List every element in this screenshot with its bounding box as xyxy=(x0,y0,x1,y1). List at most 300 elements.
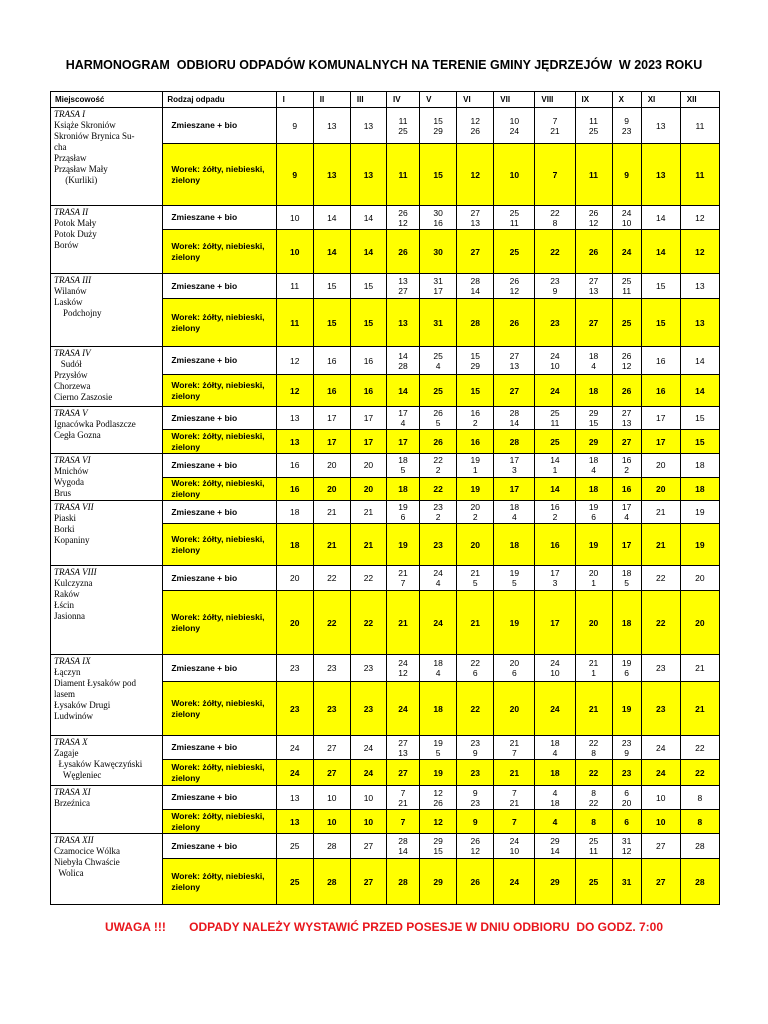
pickup-day-cell: 20 xyxy=(276,591,313,655)
pickup-day-cell: 9 xyxy=(276,108,313,144)
month-header: I xyxy=(276,92,313,108)
pickup-day-cell: 17 4 xyxy=(612,501,641,524)
pickup-day-cell: 31 12 xyxy=(612,834,641,859)
pickup-day-cell: 19 xyxy=(386,524,419,566)
pickup-day-cell: 7 xyxy=(535,144,575,206)
pickup-day-cell: 30 xyxy=(420,230,457,274)
pickup-day-cell: 18 xyxy=(420,682,457,736)
place-name: Cegła Gozna xyxy=(54,430,101,440)
pickup-day-cell: 21 xyxy=(575,682,612,736)
pickup-day-cell: 28 xyxy=(386,859,419,905)
pickup-day-cell: 21 xyxy=(350,501,386,524)
pickup-day-cell: 22 xyxy=(457,682,494,736)
pickup-day-cell: 13 xyxy=(386,299,419,347)
pickup-day-cell: 28 xyxy=(313,834,350,859)
place-name: Podchojny xyxy=(54,308,102,318)
waste-type-cell: Worek: żółty, niebieski, zielony xyxy=(163,299,276,347)
place-name: Kopaniny xyxy=(54,535,90,545)
pickup-day-cell: 16 xyxy=(276,454,313,478)
pickup-day-cell: 7 xyxy=(494,810,535,834)
pickup-day-cell: 27 xyxy=(313,736,350,760)
route-name: TRASA II xyxy=(54,207,89,217)
route-cell xyxy=(51,407,163,454)
waste-type-cell: Worek: żółty, niebieski, zielony xyxy=(163,144,276,206)
pickup-day-cell: 25 xyxy=(276,859,313,905)
place-name: Kulczyzna xyxy=(54,578,93,588)
pickup-day-cell: 21 xyxy=(680,682,719,736)
pickup-day-cell: 26 xyxy=(575,230,612,274)
month-header: IX xyxy=(575,92,612,108)
pickup-day-cell: 23 xyxy=(457,760,494,786)
pickup-day-cell: 17 3 xyxy=(494,454,535,478)
pickup-day-cell: 15 xyxy=(313,274,350,299)
mixed-waste-row xyxy=(51,108,720,144)
pickup-day-cell: 19 6 xyxy=(575,501,612,524)
month-header: X xyxy=(612,92,641,108)
place-name: Węgleniec xyxy=(54,770,102,780)
pickup-day-cell: 12 xyxy=(457,144,494,206)
pickup-day-cell: 13 27 xyxy=(386,274,419,299)
pickup-day-cell: 10 xyxy=(276,206,313,230)
pickup-day-cell: 25 xyxy=(575,859,612,905)
pickup-day-cell: 21 xyxy=(350,524,386,566)
pickup-day-cell: 10 xyxy=(276,230,313,274)
place-name: Łścin xyxy=(54,600,74,610)
pickup-day-cell: 13 xyxy=(276,786,313,810)
pickup-day-cell: 20 xyxy=(641,454,680,478)
pickup-day-cell: 24 xyxy=(494,859,535,905)
pickup-day-cell: 23 xyxy=(276,682,313,736)
pickup-day-cell: 21 xyxy=(313,524,350,566)
pickup-day-cell: 19 xyxy=(420,760,457,786)
pickup-day-cell: 14 xyxy=(641,206,680,230)
pickup-day-cell: 20 xyxy=(680,591,719,655)
pickup-day-cell: 12 xyxy=(420,810,457,834)
pickup-day-cell: 26 xyxy=(457,859,494,905)
route-cell xyxy=(51,274,163,347)
pickup-day-cell: 17 xyxy=(641,407,680,430)
pickup-day-cell: 18 5 xyxy=(612,566,641,591)
place-name: Książe Skroniów xyxy=(54,120,116,130)
pickup-day-cell: 11 xyxy=(276,274,313,299)
pickup-notice: UWAGA !!! ODPADY NALEŻY WYSTAWIĆ PRZED POSESJE W DNIU ODBIORU DO GODZ. 7:00 xyxy=(104,920,664,934)
pickup-day-cell: 6 xyxy=(612,810,641,834)
pickup-day-cell: 26 12 xyxy=(612,347,641,375)
pickup-day-cell: 12 xyxy=(276,347,313,375)
pickup-day-cell: 23 xyxy=(350,655,386,682)
schedule-body xyxy=(51,108,720,905)
route-name: TRASA X xyxy=(54,737,88,747)
place-name: Ludwinów xyxy=(54,711,93,721)
pickup-day-cell: 19 xyxy=(680,501,719,524)
pickup-day-cell: 24 10 xyxy=(535,347,575,375)
route-name: TRASA I xyxy=(54,109,86,119)
pickup-day-cell: 6 20 xyxy=(612,786,641,810)
route-cell xyxy=(51,736,163,786)
mixed-waste-row xyxy=(51,274,720,299)
pickup-day-cell: 31 17 xyxy=(420,274,457,299)
pickup-day-cell: 13 xyxy=(680,274,719,299)
pickup-day-cell: 18 xyxy=(276,501,313,524)
pickup-day-cell: 23 xyxy=(313,682,350,736)
month-header: XII xyxy=(680,92,719,108)
pickup-day-cell: 21 xyxy=(386,591,419,655)
place-name: Chorzewa xyxy=(54,381,91,391)
pickup-day-cell: 22 xyxy=(420,477,457,501)
pickup-day-cell: 17 xyxy=(612,524,641,566)
waste-type-cell: Zmieszane + bio xyxy=(163,108,276,144)
pickup-day-cell: 25 xyxy=(494,230,535,274)
waste-type-cell: Worek: żółty, niebieski, zielony xyxy=(163,859,276,905)
place-name: Jasionna xyxy=(54,611,85,621)
place-name: Łysaków Drugi xyxy=(54,700,111,710)
pickup-day-cell: 19 1 xyxy=(457,454,494,478)
pickup-day-cell: 24 10 xyxy=(612,206,641,230)
pickup-day-cell: 20 xyxy=(457,524,494,566)
pickup-day-cell: 10 24 xyxy=(494,108,535,144)
pickup-day-cell: 20 xyxy=(313,454,350,478)
place-name: cha xyxy=(54,142,67,152)
pickup-day-cell: 16 xyxy=(641,375,680,407)
pickup-day-cell: 28 xyxy=(680,834,719,859)
pickup-day-cell: 29 15 xyxy=(420,834,457,859)
pickup-day-cell: 17 xyxy=(535,591,575,655)
pickup-day-cell: 22 6 xyxy=(457,655,494,682)
pickup-day-cell: 28 xyxy=(313,859,350,905)
route-name: TRASA V xyxy=(54,408,88,418)
pickup-day-cell: 27 xyxy=(457,230,494,274)
waste-type-cell: Worek: żółty, niebieski, zielony xyxy=(163,591,276,655)
route-name: TRASA VII xyxy=(54,502,94,512)
pickup-day-cell: 20 xyxy=(350,477,386,501)
pickup-day-cell: 26 12 xyxy=(457,834,494,859)
pickup-day-cell: 20 xyxy=(680,566,719,591)
pickup-day-cell: 14 xyxy=(386,375,419,407)
pickup-day-cell: 10 xyxy=(641,786,680,810)
pickup-day-cell: 28 xyxy=(680,859,719,905)
pickup-day-cell: 14 xyxy=(680,375,719,407)
pickup-day-cell: 24 xyxy=(535,375,575,407)
pickup-day-cell: 10 xyxy=(350,786,386,810)
pickup-day-cell: 21 xyxy=(494,760,535,786)
pickup-day-cell: 18 xyxy=(612,591,641,655)
pickup-day-cell: 24 xyxy=(276,760,313,786)
pickup-day-cell: 16 2 xyxy=(612,454,641,478)
route-name: TRASA III xyxy=(54,275,92,285)
pickup-day-cell: 15 xyxy=(641,299,680,347)
pickup-day-cell: 26 xyxy=(494,299,535,347)
pickup-day-cell: 20 xyxy=(575,591,612,655)
pickup-day-cell: 18 4 xyxy=(575,347,612,375)
pickup-day-cell: 13 xyxy=(680,299,719,347)
pickup-day-cell: 7 21 xyxy=(494,786,535,810)
place-name: Lasków xyxy=(54,297,83,307)
pickup-day-cell: 12 xyxy=(276,375,313,407)
pickup-day-cell: 7 21 xyxy=(386,786,419,810)
pickup-day-cell: 25 11 xyxy=(535,407,575,430)
schedule-table xyxy=(50,91,720,905)
pickup-day-cell: 22 xyxy=(680,760,719,786)
pickup-day-cell: 21 1 xyxy=(575,655,612,682)
pickup-day-cell: 7 21 xyxy=(535,108,575,144)
waste-type-cell: Zmieszane + bio xyxy=(163,407,276,430)
pickup-day-cell: 16 xyxy=(313,347,350,375)
pickup-day-cell: 27 xyxy=(641,834,680,859)
pickup-day-cell: 27 13 xyxy=(494,347,535,375)
pickup-day-cell: 22 xyxy=(641,566,680,591)
mixed-waste-row xyxy=(51,206,720,230)
mixed-waste-row xyxy=(51,566,720,591)
pickup-day-cell: 15 29 xyxy=(420,108,457,144)
pickup-day-cell: 7 xyxy=(386,810,419,834)
pickup-day-cell: 16 2 xyxy=(535,501,575,524)
waste-type-cell: Zmieszane + bio xyxy=(163,834,276,859)
pickup-day-cell: 4 xyxy=(535,810,575,834)
pickup-day-cell: 29 xyxy=(535,859,575,905)
pickup-day-cell: 19 6 xyxy=(612,655,641,682)
pickup-day-cell: 16 2 xyxy=(457,407,494,430)
pickup-day-cell: 14 xyxy=(350,230,386,274)
pickup-day-cell: 13 xyxy=(313,144,350,206)
pickup-day-cell: 20 2 xyxy=(457,501,494,524)
pickup-day-cell: 23 xyxy=(276,655,313,682)
pickup-day-cell: 29 14 xyxy=(535,834,575,859)
pickup-day-cell: 22 xyxy=(641,591,680,655)
pickup-day-cell: 21 xyxy=(641,524,680,566)
pickup-day-cell: 28 xyxy=(494,430,535,454)
pickup-day-cell: 24 12 xyxy=(386,655,419,682)
pickup-day-cell: 17 xyxy=(494,477,535,501)
pickup-day-cell: 8 22 xyxy=(575,786,612,810)
place-name: Wilanów xyxy=(54,286,87,296)
pickup-day-cell: 4 18 xyxy=(535,786,575,810)
pickup-day-cell: 13 xyxy=(350,144,386,206)
mixed-waste-row xyxy=(51,407,720,430)
pickup-day-cell: 24 xyxy=(350,736,386,760)
route-cell xyxy=(51,347,163,407)
pickup-day-cell: 21 xyxy=(457,591,494,655)
pickup-day-cell: 20 6 xyxy=(494,655,535,682)
pickup-day-cell: 10 xyxy=(313,786,350,810)
pickup-day-cell: 26 xyxy=(612,375,641,407)
route-cell xyxy=(51,834,163,905)
month-header: IV xyxy=(386,92,419,108)
place-name: Łysaków Kawęczyński xyxy=(54,759,143,769)
waste-type-cell: Worek: żółty, niebieski, zielony xyxy=(163,760,276,786)
pickup-day-cell: 19 5 xyxy=(494,566,535,591)
pickup-day-cell: 13 xyxy=(313,108,350,144)
pickup-day-cell: 26 xyxy=(420,430,457,454)
pickup-day-cell: 16 xyxy=(313,375,350,407)
pickup-day-cell: 12 xyxy=(680,206,719,230)
month-header: II xyxy=(313,92,350,108)
pickup-day-cell: 16 xyxy=(276,477,313,501)
pickup-day-cell: 24 10 xyxy=(535,655,575,682)
pickup-day-cell: 21 xyxy=(313,501,350,524)
place-name: Potok Duży xyxy=(54,229,97,239)
pickup-day-cell: 28 14 xyxy=(494,407,535,430)
pickup-day-cell: 24 xyxy=(535,682,575,736)
pickup-day-cell: 27 xyxy=(494,375,535,407)
pickup-day-cell: 23 9 xyxy=(612,736,641,760)
pickup-day-cell: 16 xyxy=(535,524,575,566)
pickup-day-cell: 24 xyxy=(612,230,641,274)
place-name: Borów xyxy=(54,240,79,250)
pickup-day-cell: 10 xyxy=(350,810,386,834)
pickup-day-cell: 22 8 xyxy=(535,206,575,230)
waste-type-cell: Zmieszane + bio xyxy=(163,501,276,524)
pickup-day-cell: 27 13 xyxy=(612,407,641,430)
pickup-day-cell: 29 xyxy=(575,430,612,454)
month-header: VI xyxy=(457,92,494,108)
pickup-day-cell: 18 xyxy=(575,477,612,501)
pickup-day-cell: 11 25 xyxy=(575,108,612,144)
pickup-day-cell: 16 xyxy=(612,477,641,501)
pickup-day-cell: 14 xyxy=(641,230,680,274)
header-row xyxy=(51,92,720,108)
pickup-day-cell: 20 xyxy=(641,477,680,501)
pickup-day-cell: 26 xyxy=(386,230,419,274)
pickup-day-cell: 22 xyxy=(350,591,386,655)
pickup-day-cell: 22 xyxy=(313,591,350,655)
pickup-day-cell: 19 xyxy=(494,591,535,655)
route-cell xyxy=(51,786,163,834)
pickup-day-cell: 15 xyxy=(350,299,386,347)
pickup-day-cell: 11 xyxy=(680,144,719,206)
pickup-day-cell: 14 xyxy=(313,206,350,230)
pickup-day-cell: 13 xyxy=(641,108,680,144)
pickup-day-cell: 18 xyxy=(535,760,575,786)
pickup-day-cell: 23 xyxy=(641,682,680,736)
pickup-day-cell: 26 5 xyxy=(420,407,457,430)
pickup-day-cell: 9 xyxy=(612,144,641,206)
pickup-day-cell: 18 xyxy=(680,477,719,501)
pickup-day-cell: 27 xyxy=(641,859,680,905)
pickup-day-cell: 13 xyxy=(276,407,313,430)
pickup-day-cell: 18 4 xyxy=(575,454,612,478)
place-name: Brzeźnica xyxy=(54,798,90,808)
pickup-day-cell: 21 xyxy=(680,655,719,682)
pickup-day-cell: 9 xyxy=(457,810,494,834)
pickup-day-cell: 27 13 xyxy=(386,736,419,760)
pickup-day-cell: 17 4 xyxy=(386,407,419,430)
pickup-day-cell: 18 xyxy=(494,524,535,566)
waste-type-cell: Zmieszane + bio xyxy=(163,347,276,375)
pickup-day-cell: 24 xyxy=(276,736,313,760)
place-name: Brus xyxy=(54,488,72,498)
pickup-day-cell: 25 11 xyxy=(575,834,612,859)
pickup-day-cell: 22 xyxy=(313,566,350,591)
pickup-day-cell: 9 23 xyxy=(457,786,494,810)
pickup-day-cell: 17 xyxy=(641,430,680,454)
pickup-day-cell: 27 xyxy=(350,834,386,859)
pickup-day-cell: 15 29 xyxy=(457,347,494,375)
waste-type-cell: Worek: żółty, niebieski, zielony xyxy=(163,477,276,501)
month-header: XI xyxy=(641,92,680,108)
pickup-day-cell: 24 4 xyxy=(420,566,457,591)
pickup-day-cell: 15 xyxy=(680,407,719,430)
pickup-day-cell: 10 xyxy=(641,810,680,834)
pickup-day-cell: 10 xyxy=(313,810,350,834)
page-title: HARMONOGRAM ODBIORU ODPADÓW KOMUNALNYCH NA TERENIE GMINY JĘDRZEJÓW W 2023 ROKU xyxy=(65,58,703,72)
pickup-day-cell: 18 xyxy=(276,524,313,566)
location-header: Miejscowość xyxy=(51,92,163,108)
pickup-day-cell: 26 12 xyxy=(494,274,535,299)
pickup-day-cell: 14 1 xyxy=(535,454,575,478)
pickup-day-cell: 18 xyxy=(680,454,719,478)
month-header: III xyxy=(350,92,386,108)
pickup-day-cell: 18 5 xyxy=(386,454,419,478)
pickup-day-cell: 21 7 xyxy=(386,566,419,591)
pickup-day-cell: 24 xyxy=(641,760,680,786)
waste-type-cell: Worek: żółty, niebieski, zielony xyxy=(163,524,276,566)
place-name: Sudół xyxy=(54,359,82,369)
pickup-day-cell: 19 5 xyxy=(420,736,457,760)
waste-type-cell: Zmieszane + bio xyxy=(163,206,276,230)
waste-type-cell: Zmieszane + bio xyxy=(163,655,276,682)
pickup-day-cell: 28 xyxy=(457,299,494,347)
pickup-day-cell: 11 xyxy=(575,144,612,206)
pickup-day-cell: 17 xyxy=(313,407,350,430)
pickup-day-cell: 29 xyxy=(420,859,457,905)
pickup-day-cell: 24 xyxy=(386,682,419,736)
waste-type-cell: Zmieszane + bio xyxy=(163,786,276,810)
pickup-day-cell: 10 xyxy=(494,144,535,206)
pickup-day-cell: 25 xyxy=(535,430,575,454)
place-name: Potok Mały xyxy=(54,218,97,228)
month-header: VIII xyxy=(535,92,575,108)
pickup-day-cell: 24 10 xyxy=(494,834,535,859)
place-name: Mnichów xyxy=(54,466,89,476)
place-name: Wolica xyxy=(54,868,84,878)
place-name: Borki xyxy=(54,524,75,534)
place-name: Diament Łysaków pod xyxy=(54,678,136,688)
pickup-day-cell: 26 12 xyxy=(386,206,419,230)
pickup-day-cell: 13 xyxy=(276,810,313,834)
pickup-day-cell: 17 xyxy=(350,407,386,430)
pickup-day-cell: 23 xyxy=(612,760,641,786)
pickup-day-cell: 11 xyxy=(680,108,719,144)
pickup-day-cell: 15 xyxy=(680,430,719,454)
pickup-day-cell: 11 xyxy=(386,144,419,206)
waste-type-cell: Worek: żółty, niebieski, zielony xyxy=(163,375,276,407)
place-name: (Kurliki) xyxy=(54,175,98,185)
place-name: Skroniów Brynica Su- xyxy=(54,131,135,141)
place-name: Prząsław Mały xyxy=(54,164,108,174)
route-cell xyxy=(51,501,163,566)
pickup-day-cell: 11 25 xyxy=(386,108,419,144)
pickup-day-cell: 8 xyxy=(680,786,719,810)
pickup-day-cell: 22 xyxy=(350,566,386,591)
waste-type-cell: Worek: żółty, niebieski, zielony xyxy=(163,810,276,834)
pickup-day-cell: 15 xyxy=(420,144,457,206)
pickup-day-cell: 19 xyxy=(680,524,719,566)
pickup-day-cell: 22 2 xyxy=(420,454,457,478)
place-name: Łączyn xyxy=(54,667,81,677)
route-cell xyxy=(51,566,163,655)
pickup-day-cell: 20 xyxy=(494,682,535,736)
pickup-day-cell: 20 1 xyxy=(575,566,612,591)
month-header: V xyxy=(420,92,457,108)
pickup-day-cell: 13 xyxy=(276,430,313,454)
pickup-day-cell: 28 14 xyxy=(386,834,419,859)
pickup-day-cell: 25 11 xyxy=(494,206,535,230)
pickup-day-cell: 25 11 xyxy=(612,274,641,299)
pickup-day-cell: 19 xyxy=(457,477,494,501)
mixed-waste-row xyxy=(51,786,720,810)
waste-type-cell: Zmieszane + bio xyxy=(163,566,276,591)
pickup-day-cell: 13 xyxy=(350,108,386,144)
